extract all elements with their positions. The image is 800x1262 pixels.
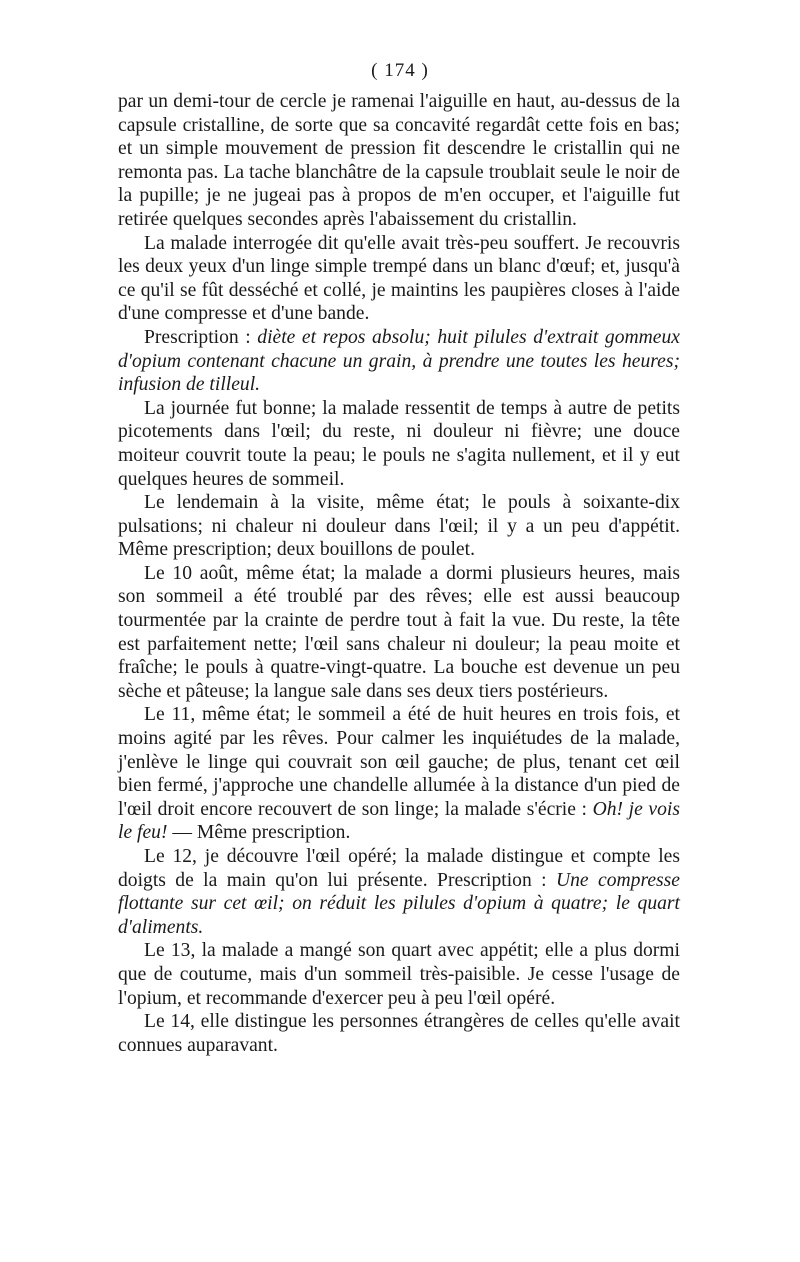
paragraph [118,326,680,397]
body-text [118,90,680,1057]
paragraph-lead: Prescription : [144,326,258,348]
paragraph: par un demi-tour de cercle je ramenai l'aiguille en haut, au-dessus de la capsule cristalline, de sorte que sa concavité regardât cette fois en bas; et un simple mouvement de pression fit descendre le cristallin qui ne remonta pas. La tache blanchâtre de la capsule troublait seule le noir de la pupille; je ne jugeai pas à propos de m'en occuper, et l'aiguille fut retirée quelques secondes après l'abaissement du cristallin. [118,91,680,230]
paragraph-italic: Une compresse flottante sur cet œil; on réduit les pilules d'opium à quatre; le quart d'aliments. [118,869,680,938]
paragraph-tail: — Même prescription. [167,822,351,844]
paragraph: Le 14, elle distingue les personnes étrangères de celles qu'elle avait connues auparavant. [118,1011,680,1056]
paragraph-italic: Oh! je vois le feu! [118,798,680,844]
paragraph: Le lendemain à la visite, même état; le pouls à soixante-dix pulsations; ni chaleur ni douleur dans l'œil; il y a un peu d'appétit. Même prescription; deux bouillons de poulet. [118,492,680,561]
paragraph [118,845,680,939]
paragraph-lead: Le 12, je découvre l'œil opéré; la malade distingue et compte les doigts de la main qu'on lui présente. Prescription : [118,846,680,891]
paragraph: Le 10 août, même état; la malade a dormi plusieurs heures, mais son sommeil a été troublé par des rêves; elle est aussi beaucoup tourmentée par la crainte de perdre tout à fait la vue. Du reste, la tête est parfaitement nette; l'œil sans chaleur ni douleur; la peau moite et fraîche; le pouls à quatre-vingt-quatre. La bouche est devenue un peu sèche et pâteuse; la langue sale dans ses deux tiers postérieurs. [118,562,680,702]
paragraph-lead: Le 11, même état; le sommeil a été de huit heures en trois fois, et moins agité par les rêves. Pour calmer les inquiétudes de la malade, j'enlève le linge qui couvrait son œil gauche; de plus, tenant cet œil bien fermé, j'approche une chandelle allumée à la distance d'un pied de l'œil droit encore recouvert de son linge; la malade s'écrie : [118,704,680,820]
paragraph: Le 13, la malade a mangé son quart avec appétit; elle a plus dormi que de coutume, mais d'un sommeil très-paisible. Je cesse l'usage de l'opium, et recommande d'exercer peu à peu l'œil opéré. [118,940,680,1009]
paragraph: La malade interrogée dit qu'elle avait très-peu souffert. Je recouvris les deux yeux d'un linge simple trempé dans un blanc d'œuf; et, jusqu'à ce qu'il se fût desséché et collé, je maintins les paupières closes à l'aide d'une compresse et d'une bande. [118,232,680,325]
paragraph [118,703,680,845]
page-number: ( 174 ) [371,60,429,81]
paragraph-italic: diète et repos absolu; huit pilules d'extrait gommeux d'opium contenant chacune un grain, à prendre une toutes les heures; infusion de tilleul. [118,326,680,396]
paragraph: La journée fut bonne; la malade ressentit de temps à autre de petits picotements dans l'œil; du reste, ni douleur ni fièvre; une douce moiteur couvrit toute la peau; le pouls ne s'agita nullement, et il y eut quelques heures de sommeil. [118,397,680,490]
